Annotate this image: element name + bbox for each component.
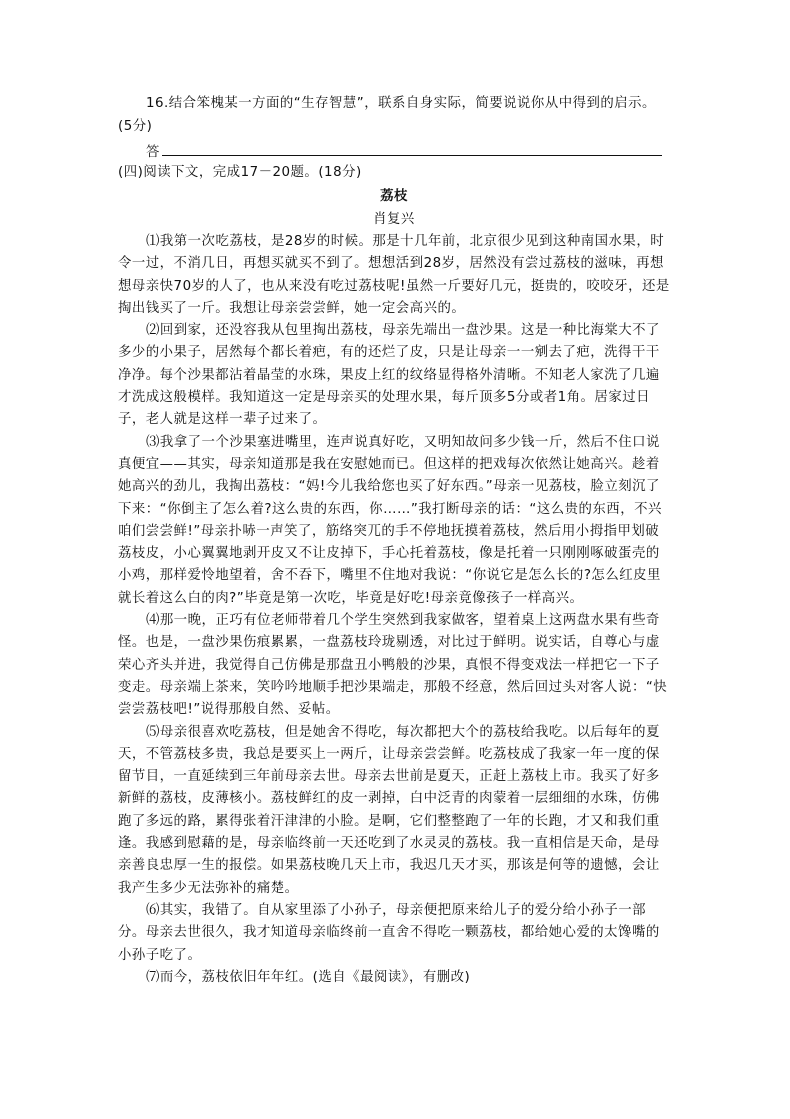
article-paragraph-7: ⑺而今，荔枝依旧年年红。(选自《最阅读》，有删改) xyxy=(146,969,471,985)
section-4-instruction: (四)阅读下文，完成17－20题。(18分) xyxy=(118,165,362,180)
article-title: 荔枝 xyxy=(380,189,408,204)
question-16-text: 16.结合笨槐某一方面的“生存智慧”，联系自身实际，简要说说你从中得到的启示。 xyxy=(146,96,656,111)
question-16-score: (5分) xyxy=(118,119,153,134)
article-paragraph-5: ⑸母亲很喜欢吃荔枝，但是她舍不得吃，每次都把大个的荔枝给我吃。以后每年的夏天，不管荔枝多贵，我总是要买上一两斤，让母亲尝尝鲜。吃荔枝成了我家一年一度的保留节目，一直延续到三年前母亲去世。母亲去世前是夏天，正赶上荔枝上市。我买了好多新鲜的荔枝，皮薄核小。荔枝鲜红的皮一剥掉，白中泛青的肉蒙着一层细细的水珠，仿佛跑了多远的路，累得张着汗津津的小脸。是啊，它们整整跑了一年的长跑，才又和我们重逢。我感到慰藉的是，母亲临终前一天还吃到了水灵灵的荔枝。我一直相信是天命，是母亲善良忠厚一生的报偿。如果荔枝晚几天上市，我迟几天才买，那该是何等的遗憾，会让我产生多少无法弥补的痛楚。 xyxy=(118,724,660,896)
article-paragraph-4: ⑷那一晚，正巧有位老师带着几个学生突然到我家做客，望着桌上这两盘水果有些奇怪。也是，一盘沙果伤痕累累，一盘荔枝玲珑剔透，对比过于鲜明。说实话，自尊心与虚荣心齐头并进，我觉得自己仿佛是那盘丑小鸭般的沙果，真恨不得变戏法一样把它一下子变走。母亲端上茶来，笑吟吟地顺手把沙果端走，那般不经意，然后回过头对客人说：“快尝尝荔枝吧!”说得那般自然、妥帖。 xyxy=(118,613,668,718)
article-paragraph-2: ⑵回到家，还没容我从包里掏出荔枝，母亲先端出一盘沙果。这是一种比海棠大不了多少的小果子，居然每个都长着疤，有的还烂了皮，只是让母亲一一剜去了疤，洗得干干净净。每个沙果都沾着晶莹的水珠，果皮上红的纹络显得格外清晰。不知老人家洗了几遍才洗成这般模样。我知道这一定是母亲买的处理水果，每斤顶多5分或者1角。居家过日子，老人就是这样一辈子过来了。 xyxy=(118,323,660,428)
article-body xyxy=(118,231,670,989)
article-paragraph-1: ⑴我第一次吃荔枝，是28岁的时候。那是十几年前，北京很少见到这种南国水果，时令一过，不消几日，再想买就买不到了。想想活到28岁，居然没有尝过荔枝的滋味，再想想母亲快70岁的人了，也从来没有吃过荔枝呢!虽然一斤要好几元，挺贵的，咬咬牙，还是掏出钱买了一斤。我想让母亲尝尝鲜，她一定会高兴的。 xyxy=(118,234,670,316)
article-author: 肖复兴 xyxy=(373,212,415,227)
question-16 xyxy=(118,93,670,115)
answer-blank[interactable] xyxy=(162,139,662,156)
answer-label: 答 xyxy=(146,145,160,160)
answer-row xyxy=(118,139,670,164)
article-paragraph-3: ⑶我拿了一个沙果塞进嘴里，连声说真好吃，又明知故问多少钱一斤，然后不住口说真便宜——其实，母亲知道那是我在安慰她而已。但这样的把戏每次依然让她高兴。趁着她高兴的劲儿，我掏出荔枝：“妈!今儿我给您也买了好东西。”母亲一见荔枝，脸立刻沉了下来：“你倒主了怎么着?这么贵的东西，你……”我打断母亲的话：“这么贵的东西，不兴咱们尝尝鲜!”母亲扑哧一声笑了，筋络突兀的手不停地抚摸着荔枝，然后用小拇指甲划破荔枝皮，小心翼翼地剥开皮又不让皮掉下，手心托着荔枝，像是托着一只刚刚啄破蛋壳的小鸡，那样爱怜地望着，舍不吞下，嘴里不住地对我说：“你说它是怎么长的?怎么红皮里就长着这么白的肉?”毕竟是第一次吃，毕竟是好吃!母亲竟像孩子一样高兴。 xyxy=(118,434,662,606)
article-paragraph-6: ⑹其实，我错了。自从家里添了小孙子，母亲便把原来给儿子的爱分给小孙子一部分。母亲去世很久，我才知道母亲临终前一直舍不得吃一颗荔枝，都给她心爱的太馋嘴的小孙子吃了。 xyxy=(118,902,660,963)
